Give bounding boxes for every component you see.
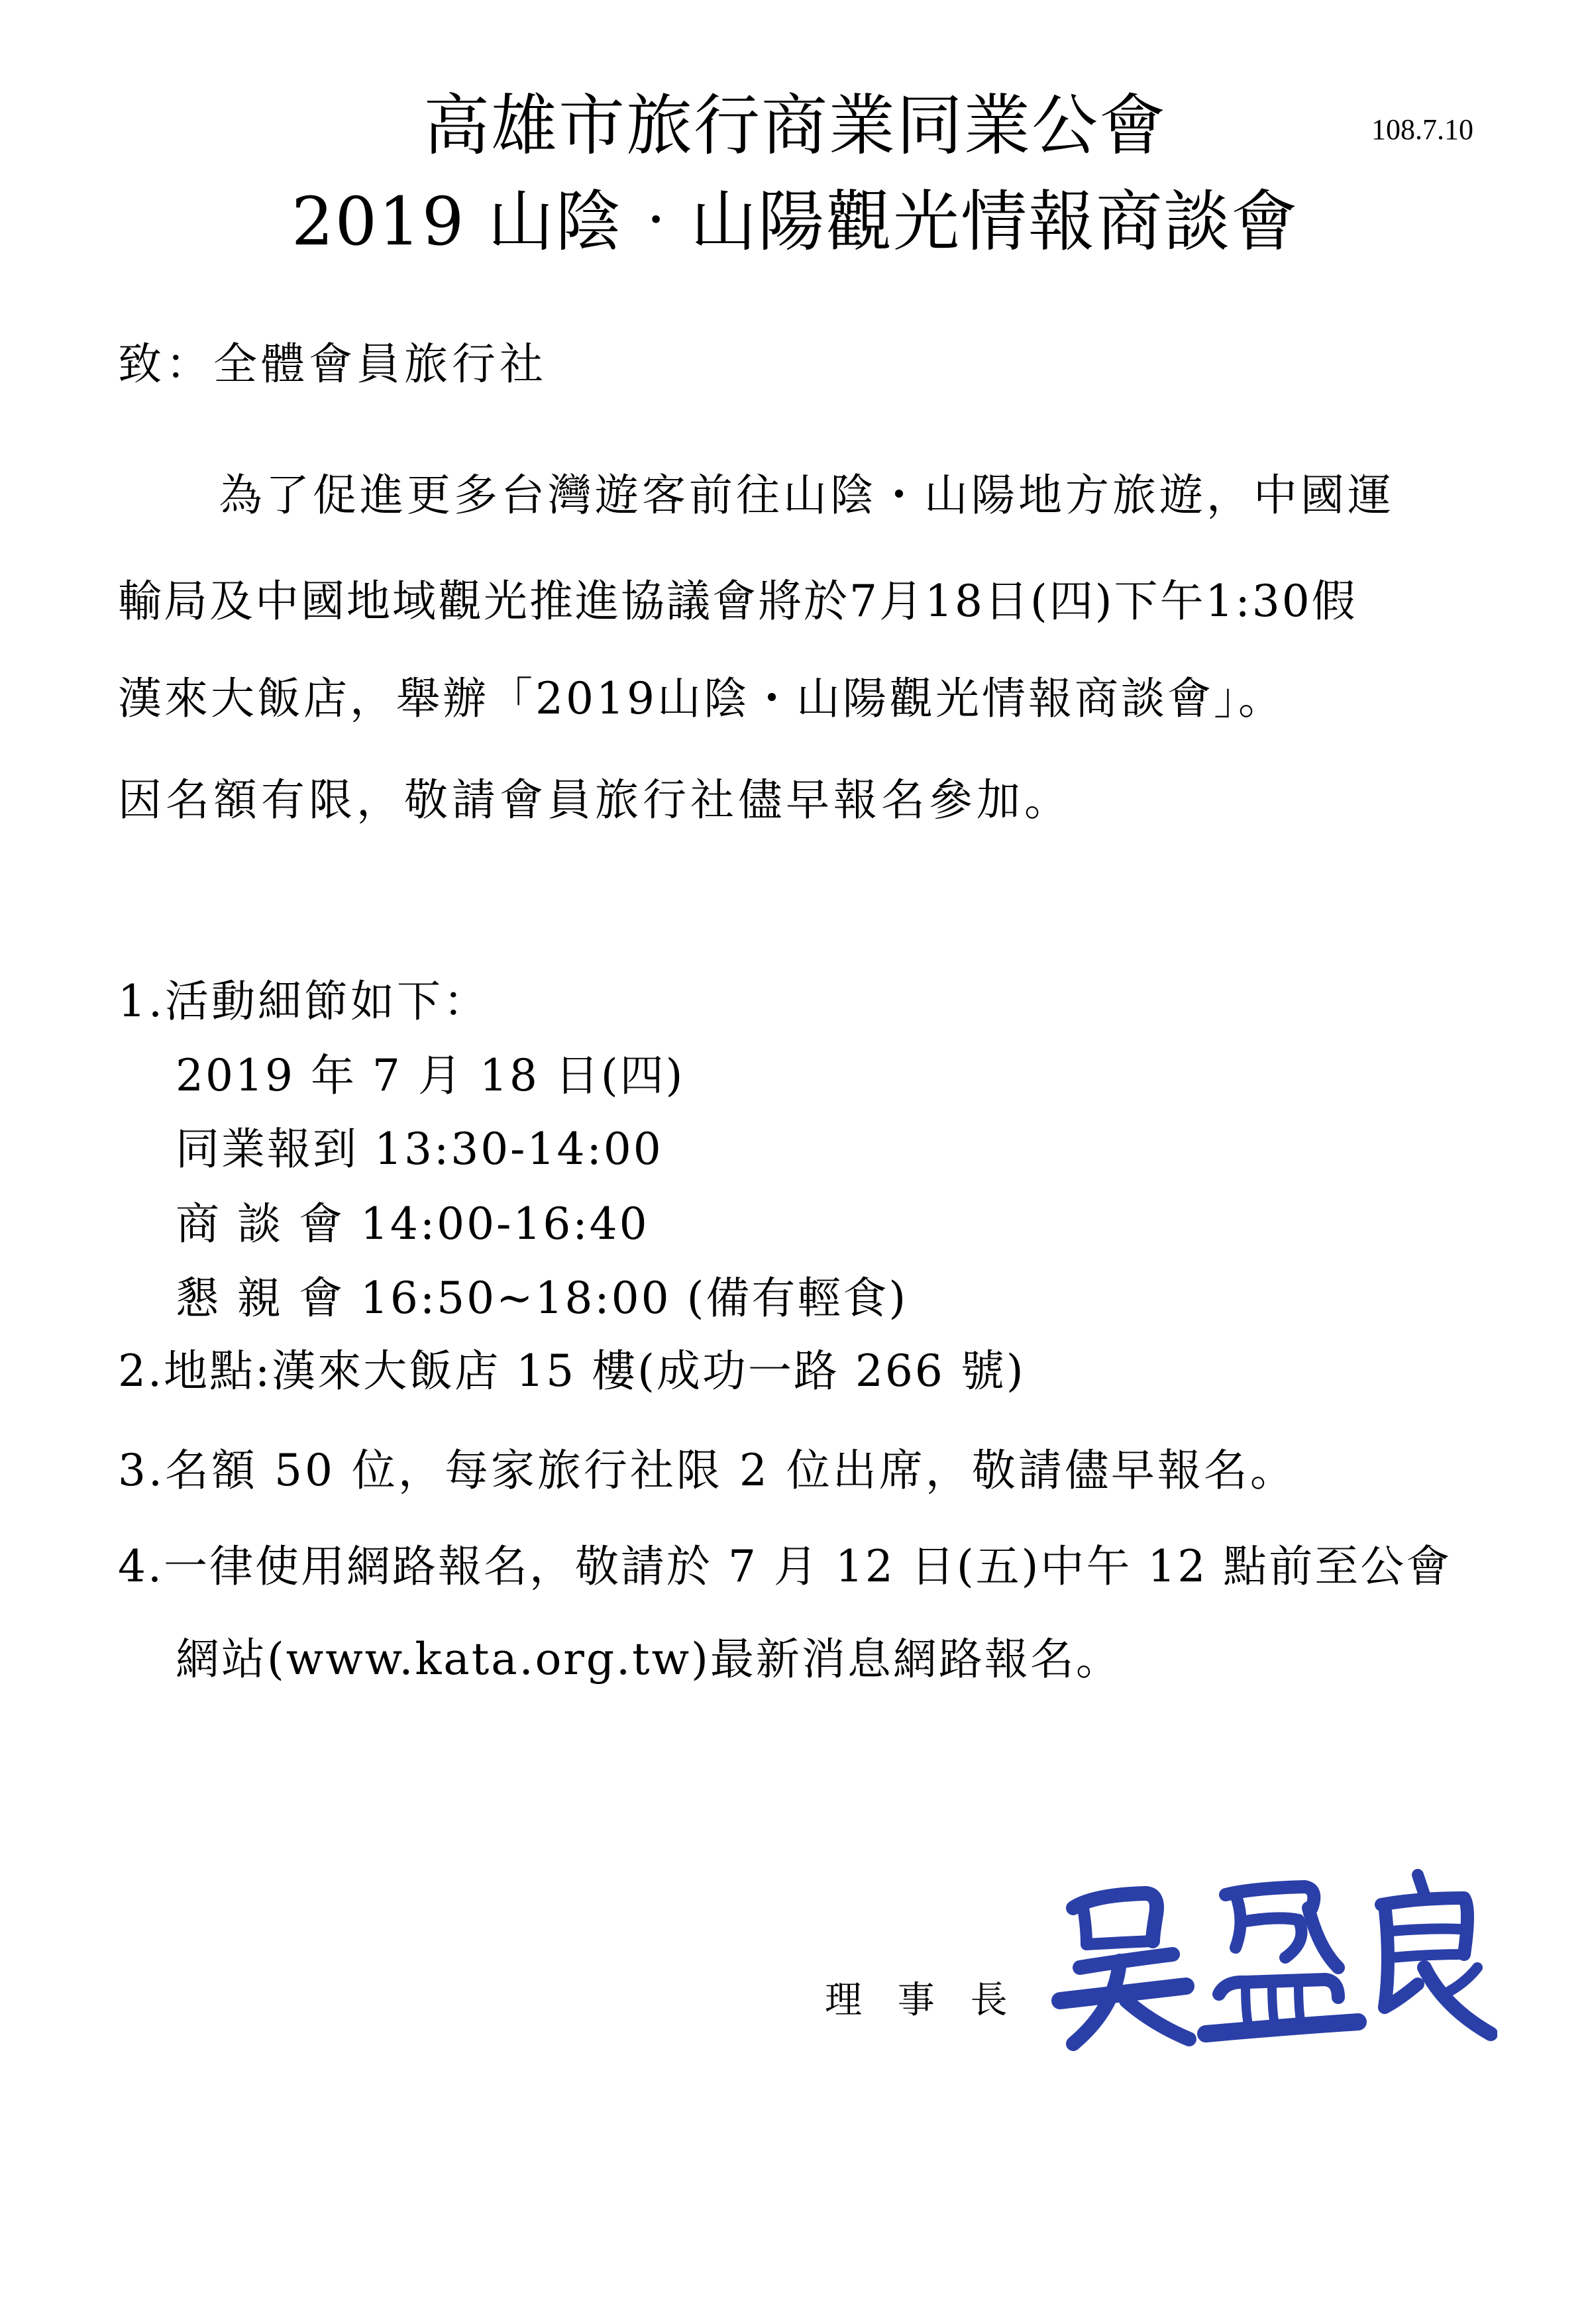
document-date: 108.7.10 <box>1371 113 1473 146</box>
checkin-time: 同業報到 13:30-14:00 <box>176 1124 663 1175</box>
event-date: 2019 年 7 月 18 日(四) <box>176 1050 685 1101</box>
item-4-registration: 4.一律使用網路報名，敬請於 7 月 12 日(五)中午 12 點前至公會 <box>118 1541 1452 1592</box>
association-title: 高雄市旅行商業同業公會 <box>423 87 1167 164</box>
social-time: 懇 親 會 16:50~18:00 (備有輕食) <box>176 1273 908 1324</box>
item-2-location: 2.地點:漢來大飯店 15 樓(成功一路 266 號) <box>118 1346 1026 1397</box>
meeting-time: 商 談 會 14:00-16:40 <box>176 1198 649 1249</box>
intro-line-2: 輸局及中國地域觀光推進協議會將於7月18日(四)下午1:30假 <box>118 576 1357 627</box>
item-3-quota: 3.名額 50 位，每家旅行社限 2 位出席，敬請儘早報名。 <box>118 1445 1297 1496</box>
intro-line-3: 漢來大飯店，舉辦「2019山陰・山陽觀光情報商談會」。 <box>118 673 1285 724</box>
event-title: 2019 山陰‧山陽觀光情報商談會 <box>291 183 1299 260</box>
signature-image <box>1047 1868 1497 2060</box>
chairman-label: 理 事 長 <box>825 1979 1020 2022</box>
recipient-line: 致：全體會員旅行社 <box>118 339 547 390</box>
intro-line-1: 為了促進更多台灣遊客前往山陰・山陽地方旅遊，中國運 <box>219 470 1395 521</box>
item-1-heading: 1.活動細節如下： <box>118 976 490 1027</box>
intro-line-4: 因名額有限，敬請會員旅行社儘早報名參加。 <box>118 774 1072 825</box>
item-4-registration-cont: 網站(www.kata.org.tw)最新消息網路報名。 <box>176 1634 1122 1685</box>
